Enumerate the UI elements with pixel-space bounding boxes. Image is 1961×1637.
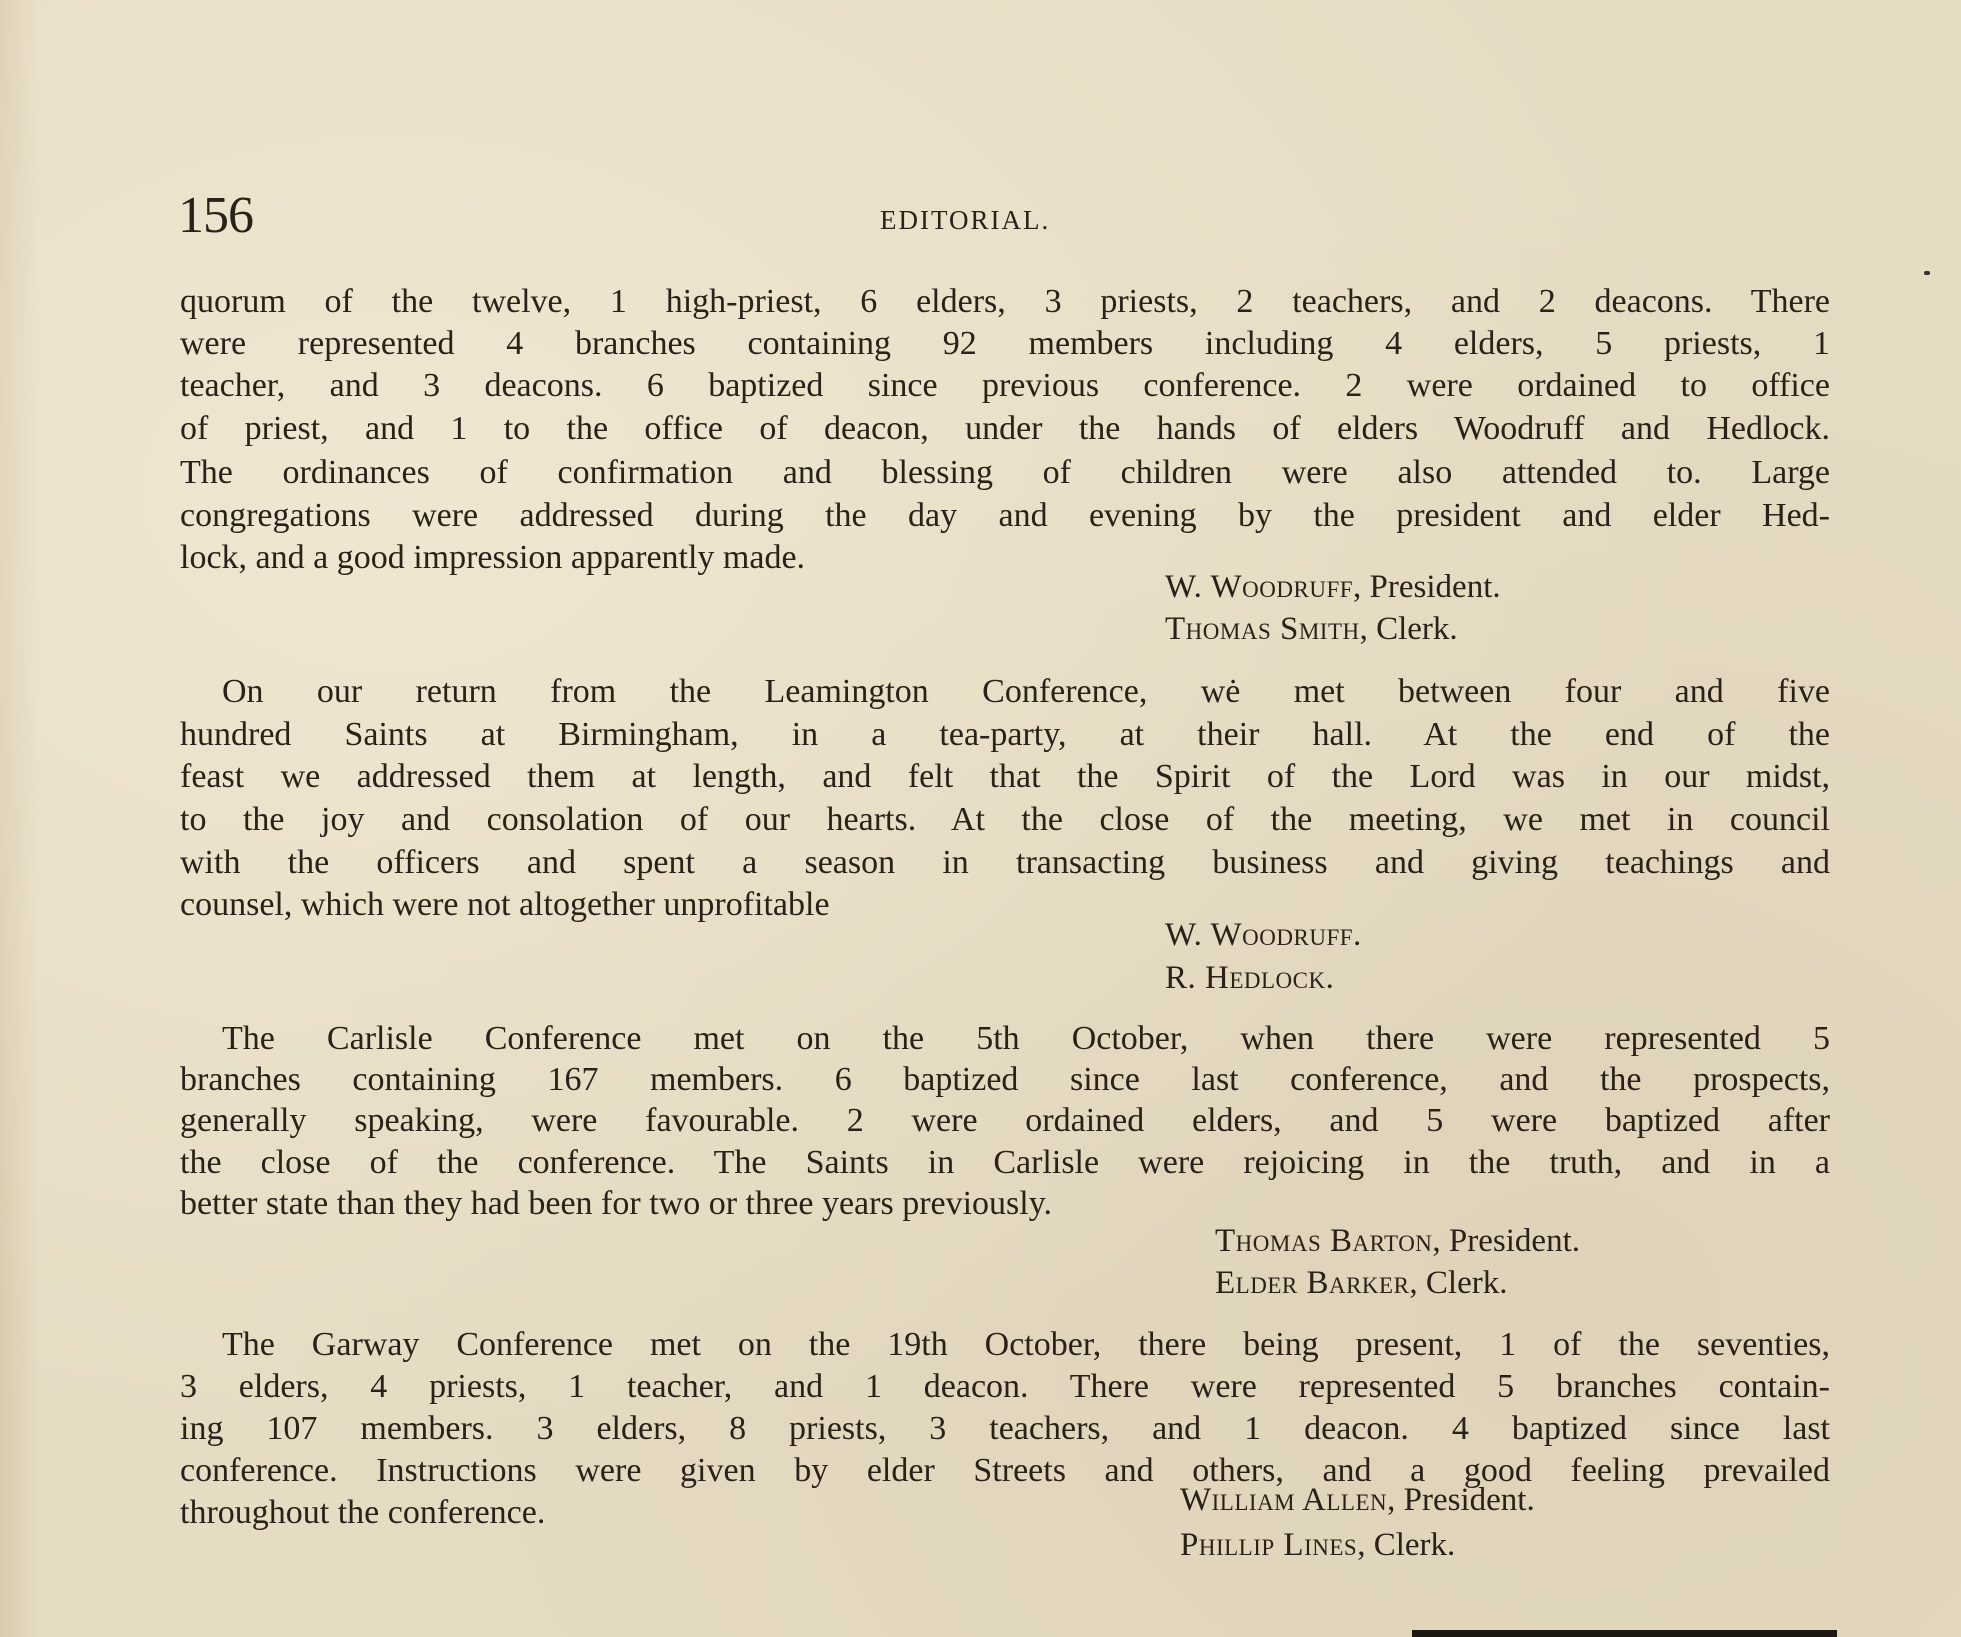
page-number: 156 (178, 187, 253, 244)
signature-line (1165, 958, 1334, 998)
signatory-name: Thomas Smith (1165, 611, 1360, 647)
text-line: hundred Saints at Birmingham, in a tea-party, at their hall. At the end of the (180, 716, 1830, 753)
signatory-role: . (1325, 960, 1334, 996)
text-line: generally speaking, were favourable. 2 were ordained elders, and 5 were baptized after (180, 1102, 1830, 1139)
signatory-role: , Clerk. (1357, 1527, 1456, 1563)
text-line: quorum of the twelve, 1 high-priest, 6 elders, 3 priests, 2 teachers, and 2 deacons. There (180, 283, 1830, 320)
signatory-role: , President. (1432, 1223, 1580, 1259)
signatory-role: , President. (1387, 1482, 1535, 1518)
text-line: throughout the conference. (180, 1494, 546, 1531)
signature-line (1165, 609, 1458, 649)
signatory-name: Thomas Barton (1215, 1223, 1433, 1259)
text-line: of priest, and 1 to the office of deacon, under the hands of elders Woodruff and Hedlock. (180, 410, 1830, 447)
signatory-role: , Clerk. (1409, 1265, 1508, 1301)
text-line: counsel, which were not altogether unprofitable (180, 886, 830, 923)
text-line: ing 107 members. 3 elders, 8 priests, 3 teachers, and 1 deacon. 4 baptized since last (180, 1410, 1830, 1447)
ink-speck (1924, 271, 1930, 275)
text-line: were represented 4 branches containing 92 members including 4 elders, 5 priests, 1 (180, 325, 1830, 362)
bottom-rule (1412, 1630, 1837, 1637)
text-line: conference. Instructions were given by elder Streets and others, and a good feeling prevailed (180, 1452, 1830, 1489)
signature-line (1165, 915, 1361, 955)
signatory-name: W. Woodruff (1165, 917, 1354, 953)
text-line: On our return from the Leamington Conference, wė met between four and five (222, 673, 1830, 710)
signatory-role: , Clerk. (1359, 611, 1458, 647)
signature-line (1215, 1263, 1508, 1303)
text-line: The ordinances of confirmation and blessing of children were also attended to. Large (180, 454, 1830, 491)
text-line: to the joy and consolation of our hearts. At the close of the meeting, we met in council (180, 801, 1830, 838)
text-line: the close of the conference. The Saints in Carlisle were rejoicing in the truth, and in a (180, 1144, 1830, 1181)
text-line: feast we addressed them at length, and felt that the Spirit of the Lord was in our midst, (180, 758, 1830, 795)
text-line: The Garway Conference met on the 19th October, there being present, 1 of the seventies, (222, 1326, 1830, 1363)
running-head: EDITORIAL. (880, 205, 1051, 235)
signatory-name: Phillip Lines (1180, 1527, 1358, 1563)
text-line: 3 elders, 4 priests, 1 teacher, and 1 deacon. There were represented 5 branches contain- (180, 1368, 1830, 1405)
text-line: teacher, and 3 deacons. 6 baptized since previous conference. 2 were ordained to office (180, 367, 1830, 404)
signature-line (1180, 1525, 1455, 1565)
signatory-role: , President. (1353, 569, 1501, 605)
text-line: lock, and a good impression apparently made. (180, 539, 806, 576)
text-line: The Carlisle Conference met on the 5th October, when there were represented 5 (222, 1020, 1830, 1057)
signatory-role: . (1353, 917, 1362, 953)
text-line: branches containing 167 members. 6 baptized since last conference, and the prospects, (180, 1061, 1830, 1098)
signatory-name: William Allen (1180, 1482, 1388, 1518)
signature-line (1180, 1480, 1535, 1520)
text-line: with the officers and spent a season in transacting business and giving teachings and (180, 844, 1830, 881)
signatory-name: W. Woodruff (1165, 569, 1354, 605)
signature-line (1165, 567, 1501, 607)
signatory-name: Elder Barker (1215, 1265, 1410, 1301)
signatory-name: R. Hedlock (1165, 960, 1326, 996)
text-line: congregations were addressed during the day and evening by the president and elder Hed- (180, 497, 1830, 534)
text-line: better state than they had been for two or three years previously. (180, 1185, 1053, 1222)
signature-line (1215, 1221, 1580, 1261)
